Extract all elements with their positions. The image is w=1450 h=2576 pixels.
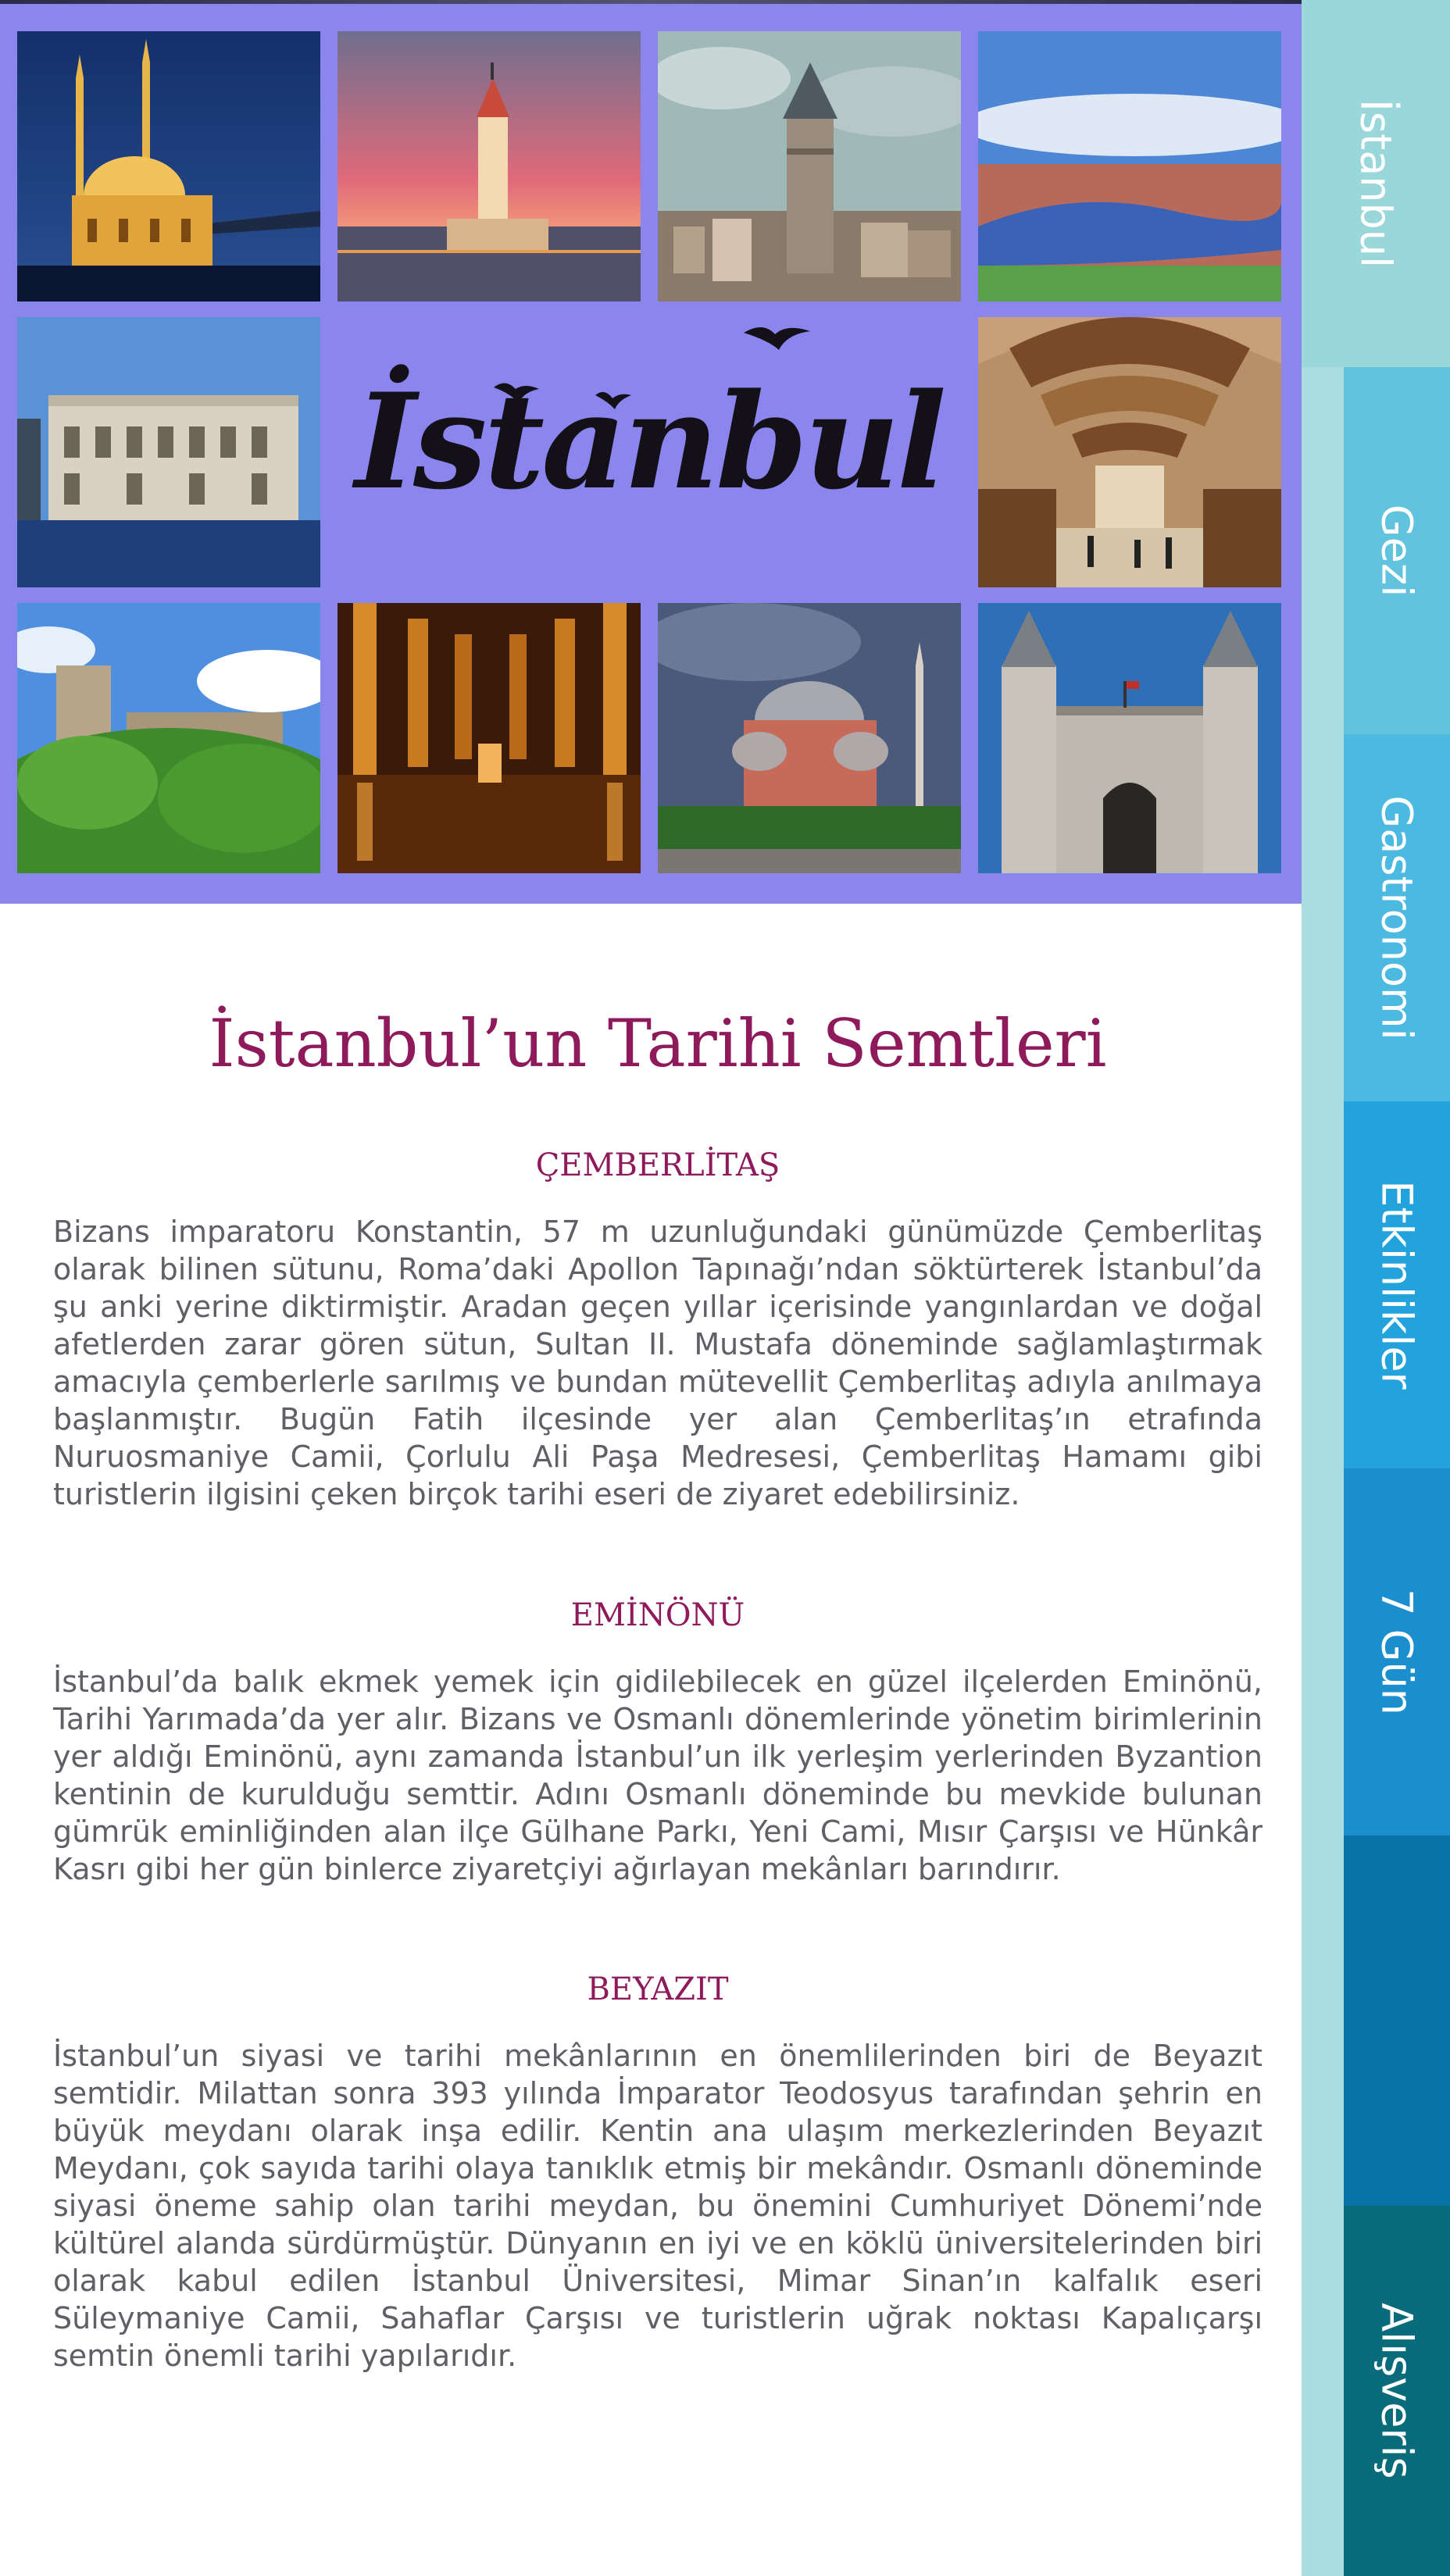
logo-text: İstanbul (355, 364, 944, 519)
dolmabahce-palace-photo (17, 317, 320, 587)
nav-tab-gezi[interactable] (1344, 367, 1450, 734)
section-title: EMİNÖNÜ (570, 1597, 745, 1633)
section-body: İstanbul’un siyasi ve tarihi mekânlarının en önemlilerinden biri de Beyazıt semtidir. Milattan sonra 393 yılında İmparator Teodosyus tarafından şehrin en büyük meydanı olarak inşa edilir. Kentin ana ulaşım merkezlerinden Beyazıt Meydanı, çok sayıda tarihi olaya tanıklık etmiş bir mekândır. Osmanlı döneminde siyasi öneme sahip olan tarihi meydan, bu önemini Cumhuriyet Dönemi’nde kültürel alanda sürdürmüştür. Dünyanın en iyi ve en köklü üniversitelerinden biri olarak kabul edilen İstanbul Üniversitesi, Mimar Sinan’ın kalfalık eseri Süleymaniye Camii, Sahaflar Çarşısı ve turistlerin uğrak noktası Kapalıçarşı semtin önemli tarihi yapılarıdır. (53, 2039, 1262, 2373)
hero-collage (0, 0, 1302, 904)
nav-tab-label: Gastronomi (1372, 795, 1422, 1040)
section-cemberlitas (53, 1147, 1262, 1513)
section-title: ÇEMBERLİTAŞ (535, 1147, 780, 1183)
nav-tab-7-gun[interactable] (1344, 1468, 1450, 1836)
nav-tab-label: Etkinlikler (1372, 1180, 1422, 1390)
nav-tab-alisveris[interactable] (1344, 2206, 1450, 2576)
nav-tab-gastronomi[interactable] (1344, 734, 1450, 1101)
hagia-sophia-photo (658, 603, 961, 873)
topkapi-gate-photo (978, 603, 1281, 873)
rumeli-fortress-photo (17, 603, 320, 873)
nav-tab-label: 7 Gün (1372, 1589, 1422, 1715)
nav-tab-etkinlikler[interactable] (1344, 1101, 1450, 1468)
mosque-night-photo (17, 31, 320, 301)
nav-tab-istanbul[interactable] (1302, 0, 1450, 367)
maiden-tower-photo (338, 31, 641, 301)
istanbul-logo (338, 317, 961, 587)
page-title: İstanbul’un Tarihi Semtleri (209, 1005, 1107, 1082)
section-title: BEYAZIT (587, 1971, 729, 2007)
section-body: İstanbul’da balık ekmek yemek için gidilebilecek en güzel ilçelerden Eminönü, Tarihi Yarımada’da yer alır. Bizans ve Osmanlı dönemlerinde yönetim birimlerinin yer aldığı Eminönü, aynı zamanda İstanbul’un ilk yerleşim yerlerinden Byzantion kentinin de kurulduğu semttir. Adını Osmanlı döneminde bu mevkide bulunan gümrük eminliğinden alan ilçe Gülhane Parkı, Yeni Cami, Mısır Çarşısı ve Hünkâr Kasrı gibi her gün binlerce ziyaretçiyi ağırlayan mekânları barındırır. (53, 1664, 1262, 1886)
nav-tab-label: Gezi (1372, 504, 1422, 598)
golden-horn-photo (978, 31, 1281, 301)
nav-tab-blank[interactable] (1344, 1836, 1450, 2206)
section-body: Bizans imparatoru Konstantin, 57 m uzunluğundaki günümüzde Çemberlitaş olarak bilinen sütunu, Roma’daki Apollon Tapınağı’ndan söktürterek İstanbul’da şu anki yerine diktirmiştir. Aradan geçen yıllar içerisinde yangınlardan ve doğal afetlerden zarar gören sütun, Sultan II. Mustafa döneminde sağlamlaştırmak amacıyla çemberlerle sarılmış ve bundan mütevellit Çemberlitaş adıyla anılmaya başlanmıştır. Bugün Fatih ilçesinde yer alan Çemberlitaş’ın etrafında Nuruosmaniye Camii, Çorlulu Ali Paşa Medresesi, Çemberlitaş Hamamı gibi turistlerin ilgisini çeken birçok tarihi eseri de ziyaret edebilirsiniz. (53, 1215, 1262, 1511)
nav-tab-label: Alışveriş (1372, 2303, 1422, 2479)
grand-bazaar-photo (978, 317, 1281, 587)
galata-tower-photo (658, 31, 961, 301)
nav-tab-label: İstanbul (1351, 98, 1401, 269)
section-beyazit (53, 1971, 1262, 2374)
section-eminonu (53, 1597, 1262, 1888)
basilica-cistern-photo (338, 603, 641, 873)
side-nav (1302, 0, 1450, 2576)
